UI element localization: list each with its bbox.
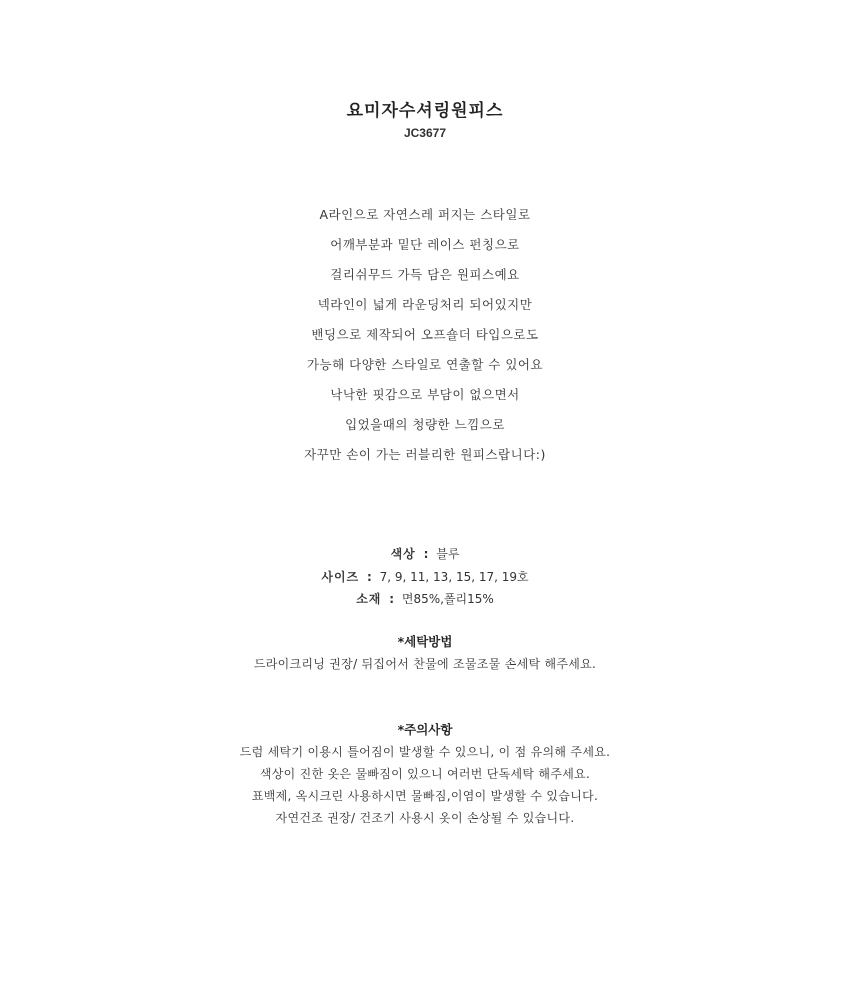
caution-section	[0, 720, 850, 830]
spec-material-label: 소재	[356, 592, 382, 606]
spec-material	[0, 589, 850, 612]
description-line: 자꾸만 손이 가는 러블리한 원피스랍니다:)	[304, 447, 546, 462]
washing-line: 드라이크리닝 권장/ 뒤집어서 찬물에 조물조물 손세탁 해주세요.	[253, 657, 597, 671]
spec-color-value: 블루	[436, 547, 460, 561]
spec-material-value: 면85%,폴리15%	[401, 592, 494, 606]
description-line: 넥라인이 넓게 라운딩처리 되어있지만	[317, 297, 533, 312]
product-code: JC3677	[403, 126, 447, 140]
description-line: A라인으로 자연스레 퍼지는 스타일로	[319, 207, 531, 222]
description-line: 낙낙한 핏감으로 부담이 없으면서	[330, 387, 520, 402]
spec-size-label: 사이즈	[321, 569, 360, 584]
caution-line: 색상이 진한 옷은 물빠짐이 있으니 여러번 단독세탁 해주세요.	[259, 767, 591, 781]
spec-size-colon: :	[366, 569, 372, 584]
description-line: 걸리쉬무드 가득 담은 원피스예요	[330, 267, 520, 282]
product-specs	[0, 544, 850, 612]
spec-material-colon: :	[389, 592, 395, 606]
description-line: 어깨부분과 밑단 레이스 펀칭으로	[330, 237, 520, 252]
spec-color-colon: :	[423, 547, 429, 561]
description-line: 입었을때의 청량한 느낌으로	[345, 417, 505, 432]
caution-line: 표백제, 옥시크린 사용하시면 물빠짐,이염이 발생할 수 있습니다.	[251, 789, 599, 803]
product-name: 요미자수셔링원피스	[346, 101, 504, 121]
washing-title: *세탁방법	[397, 634, 453, 649]
caution-title: *주의사항	[397, 722, 453, 737]
washing-section	[0, 632, 850, 676]
spec-color	[0, 544, 850, 567]
spec-size-value: 7, 9, 11, 13, 15, 17, 19호	[379, 569, 529, 584]
caution-line: 자연건조 권장/ 건조기 사용시 옷이 손상될 수 있습니다.	[275, 811, 575, 825]
product-description	[0, 205, 850, 475]
description-line: 가능해 다양한 스타일로 연출할 수 있어요	[306, 357, 544, 372]
spec-color-label: 색상	[390, 547, 416, 561]
spec-size	[0, 567, 850, 590]
description-line: 밴딩으로 제작되어 오프숄더 타입으로도	[311, 327, 539, 342]
caution-line: 드럼 세탁기 이용시 틀어짐이 발생할 수 있으니, 이 점 유의해 주세요.	[239, 745, 611, 759]
